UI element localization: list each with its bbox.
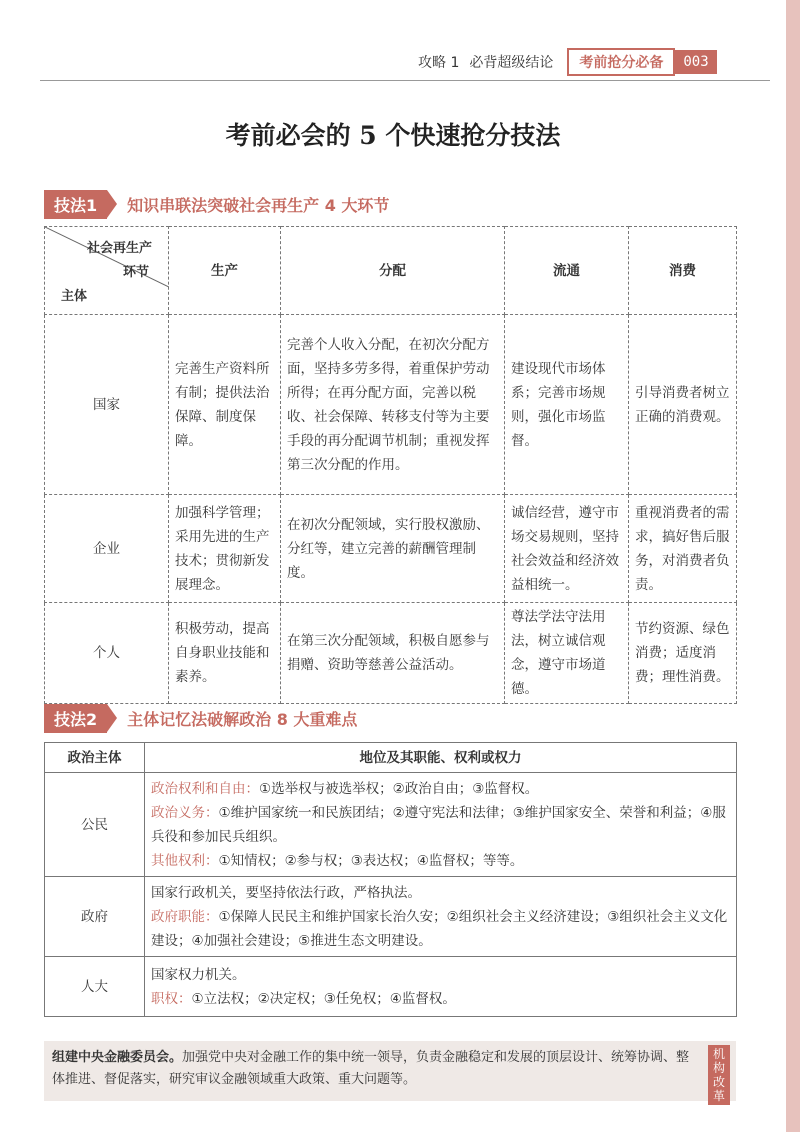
cell: 节约资源、绿色消费；适度消费；理性消费。 (629, 603, 737, 704)
col-header-distribution: 分配 (281, 227, 505, 315)
government-functions-label: 政府职能： (151, 908, 219, 925)
section-2-heading (44, 704, 357, 732)
col-header-circulation: 流通 (505, 227, 629, 315)
page-header (418, 48, 717, 76)
table-row (45, 957, 737, 1017)
table-corner-cell (45, 227, 169, 315)
cell (145, 877, 737, 957)
citizen-duties-text: ①维护国家统一和民族团结；②遵守宪法和法律；③维护国家安全、荣誉和利益；④服兵役和参加民兵组织。 (151, 804, 726, 845)
citizen-other-label: 其他权利： (151, 852, 219, 869)
section-1-tag: 技法1 (44, 190, 107, 219)
reproduction-table (44, 226, 737, 704)
col-header-subject: 政治主体 (45, 743, 145, 773)
section-2-tag: 技法2 (44, 704, 107, 733)
npc-powers-text: ①立法权；②决定权；③任免权；④监督权。 (191, 990, 456, 1007)
citizen-other-text: ①知情权；②参与权；③表达权；④监督权；等等。 (218, 852, 524, 869)
col-header-consumption: 消费 (629, 227, 737, 315)
cell: 完善个人收入分配，在初次分配方面，坚持多劳多得，着重保护劳动所得；在再分配方面，完善以税收、社会保障、转移支付等为主要手段的再分配调节机制；重视发挥第三次分配的作用。 (281, 315, 505, 495)
corner-label-mid: 环节 (123, 265, 150, 280)
citizen-rights-label: 政治权利和自由： (151, 780, 259, 797)
government-functions-text: ①保障人民民主和维护国家长治久安；②组织社会主义经济建设；③组织社会主义文化建设；④加强社会建设；⑤推进生态文明建设。 (151, 908, 728, 949)
section-1-heading (44, 190, 389, 218)
header-divider (40, 80, 770, 81)
cell: 重视消费者的需求，搞好售后服务，对消费者负责。 (629, 495, 737, 603)
footer-text-block (52, 1047, 702, 1091)
citizen-rights-text: ①选举权与被选举权；②政治自由；③监督权。 (259, 780, 539, 797)
section-1-title: 知识串联法突破社会再生产 4 大环节 (127, 195, 390, 215)
col-header-production: 生产 (169, 227, 281, 315)
footer-note (44, 1041, 736, 1101)
cell: 诚信经营，遵守市场交易规则，坚持社会效益和经济效益相统一。 (505, 495, 629, 603)
col-header-status: 地位及其职能、权利或权力 (145, 743, 737, 773)
footer-body: 加强党中央对金融工作的集中统一领导，负责金融稳定和发展的顶层设计、统筹协调、整体推进、督促落实，研究审议金融领域重大政策、重大问题等。 (52, 1050, 690, 1087)
cell: 在初次分配领域，实行股权激励、分红等，建立完善的薪酬管理制度。 (281, 495, 505, 603)
row-header-government: 政府 (45, 877, 145, 957)
row-header-enterprise: 企业 (45, 495, 169, 603)
row-header-npc: 人大 (45, 957, 145, 1017)
cell (145, 773, 737, 877)
cell: 积极劳动，提高自身职业技能和素养。 (169, 603, 281, 704)
table-row (45, 495, 737, 603)
row-header-state: 国家 (45, 315, 169, 495)
section-1-arrow-icon (107, 190, 117, 218)
section-2-title: 主体记忆法破解政治 8 大重难点 (127, 709, 358, 729)
cell: 完善生产资料所有制；提供法治保障、制度保障。 (169, 315, 281, 495)
cell: 引导消费者树立正确的消费观。 (629, 315, 737, 495)
cell: 尊法学法守法用法，树立诚信观念，遵守市场道德。 (505, 603, 629, 704)
footer-bold: 组建中央金融委员会。 (52, 1050, 183, 1065)
table-row (45, 603, 737, 704)
corner-label-bottom: 主体 (61, 289, 88, 304)
citizen-duties-label: 政治义务： (151, 804, 219, 821)
section-2-arrow-icon (107, 704, 117, 732)
footer-vertical-tag: 机构改革 (708, 1045, 730, 1105)
cell: 在第三次分配领域，积极自愿参与捐赠、资助等慈善公益活动。 (281, 603, 505, 704)
header-crumb-1: 攻略 1 (418, 55, 460, 71)
page-title: 考前必会的 5 个快速抢分技法 (225, 121, 561, 150)
page-edge-strip (786, 0, 800, 1132)
cell (145, 957, 737, 1017)
npc-powers-label: 职权： (151, 990, 192, 1007)
cell: 建设现代市场体系；完善市场规则，强化市场监督。 (505, 315, 629, 495)
corner-label-top: 社会再生产 (87, 241, 153, 256)
header-badge: 考前抢分必备 (567, 48, 675, 76)
npc-intro: 国家权力机关。 (151, 966, 246, 983)
page-number: 003 (675, 50, 716, 74)
table-row (45, 773, 737, 877)
table-row (45, 877, 737, 957)
table-row (45, 315, 737, 495)
political-subjects-table (44, 742, 737, 1017)
row-header-citizen: 公民 (45, 773, 145, 877)
cell: 加强科学管理；采用先进的生产技术；贯彻新发展理念。 (169, 495, 281, 603)
government-intro: 国家行政机关，要坚持依法行政，严格执法。 (151, 884, 421, 901)
header-crumb-2: 必背超级结论 (469, 55, 554, 71)
row-header-individual: 个人 (45, 603, 169, 704)
